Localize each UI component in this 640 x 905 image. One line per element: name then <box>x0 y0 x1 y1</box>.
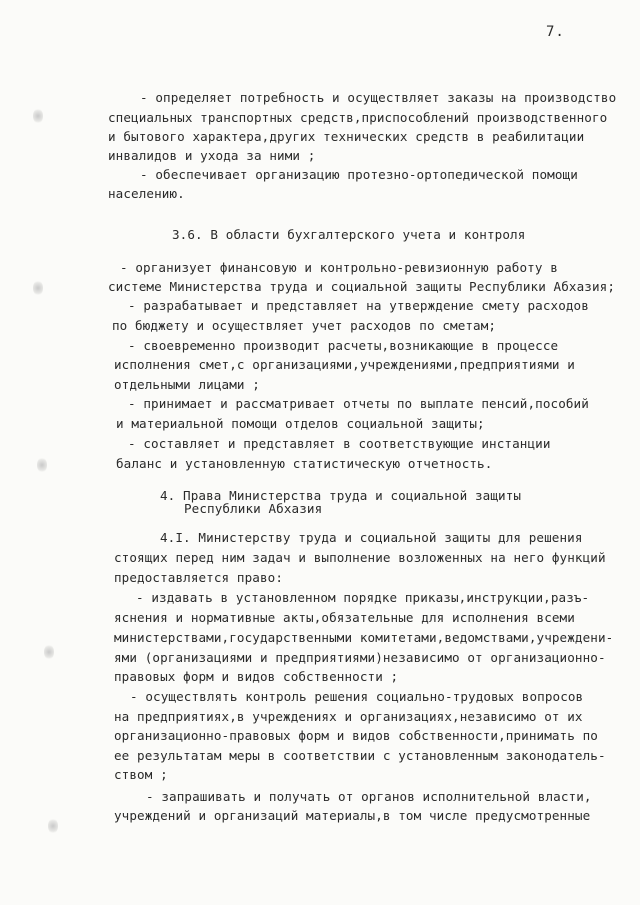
text-line: - разрабатывает и представляет на утверждение смету расходов <box>128 298 589 313</box>
text-line: специальных транспортных средств,приспособлений производственного <box>108 110 608 125</box>
text-line: - обеспечивает организацию протезно-ортопедической помощи <box>140 167 578 182</box>
text-line: ее результатам меры в соответствии с установленным законодатель- <box>114 748 606 763</box>
text-line: системе Министерства труда и социальной защиты Республики Абхазия; <box>108 279 616 294</box>
text-line: на предприятиях,в учреждениях и организациях,независимо от их <box>114 709 583 724</box>
text-line: населению. <box>108 186 185 201</box>
text-line: - организует финансовую и контрольно-ревизионную работу в <box>120 260 558 275</box>
punch-hole-mark <box>33 280 43 296</box>
text-line: инвалидов и ухода за ними ; <box>108 148 316 163</box>
text-line: - определяет потребность и осуществляет заказы на производство <box>140 90 617 105</box>
section-heading: 4. Права Министерства труда и социальной защиты <box>160 488 522 503</box>
text-line: баланс и установленную статистическую отчетность. <box>116 456 493 471</box>
page-number: 7. <box>546 24 565 40</box>
text-line: учреждений и организаций материалы,в том числе предусмотренные <box>114 808 591 823</box>
punch-hole-mark <box>44 644 54 660</box>
punch-hole-mark <box>37 457 47 473</box>
text-line: - осуществлять контроль решения социально-трудовых вопросов <box>130 689 584 704</box>
text-line: правовых форм и видов собственности ; <box>114 669 399 684</box>
text-line: исполнения смет,с организациями,учреждениями,предприятиями и <box>114 357 575 372</box>
text-line: предоставляется право: <box>114 570 284 585</box>
text-line: организационно-правовых форм и видов собственности,принимать по <box>114 728 598 743</box>
text-line: - составляет и представляет в соответствующие инстанции <box>128 436 551 451</box>
text-line: министерствами,государственными комитетами,ведомствами,учреждени- <box>114 630 614 645</box>
text-line: - своевременно производит расчеты,возникающие в процессе <box>128 338 559 353</box>
text-line: и бытового характера,других технических средств в реабилитации <box>108 129 585 144</box>
text-line: яснения и нормативные акты,обязательные для исполнения всеми <box>114 610 575 625</box>
section-heading: 3.6. В области бухгалтерского учета и контроля <box>172 227 526 242</box>
text-line: 4.I. Министерству труда и социальной защиты для решения <box>160 530 583 545</box>
text-line: ями (организациями и предприятиями)независимо от организационно- <box>114 650 606 665</box>
section-heading: Республики Абхазия <box>184 501 323 516</box>
text-line: отдельными лицами ; <box>114 377 260 392</box>
text-line: - запрашивать и получать от органов исполнительной власти, <box>146 789 592 804</box>
text-line: - принимает и рассматривает отчеты по выплате пенсий,пособий <box>128 396 589 411</box>
text-line: и материальной помощи отделов социальной защиты; <box>116 416 485 431</box>
text-line: ством ; <box>114 767 168 782</box>
text-line: по бюджету и осуществляет учет расходов по сметам; <box>112 318 497 333</box>
text-line: стоящих перед ним задач и выполнение возложенных на него функций <box>114 550 606 565</box>
punch-hole-mark <box>33 108 43 124</box>
text-line: - издавать в установленном порядке приказы,инструкции,разъ- <box>136 590 590 605</box>
punch-hole-mark <box>48 818 58 834</box>
